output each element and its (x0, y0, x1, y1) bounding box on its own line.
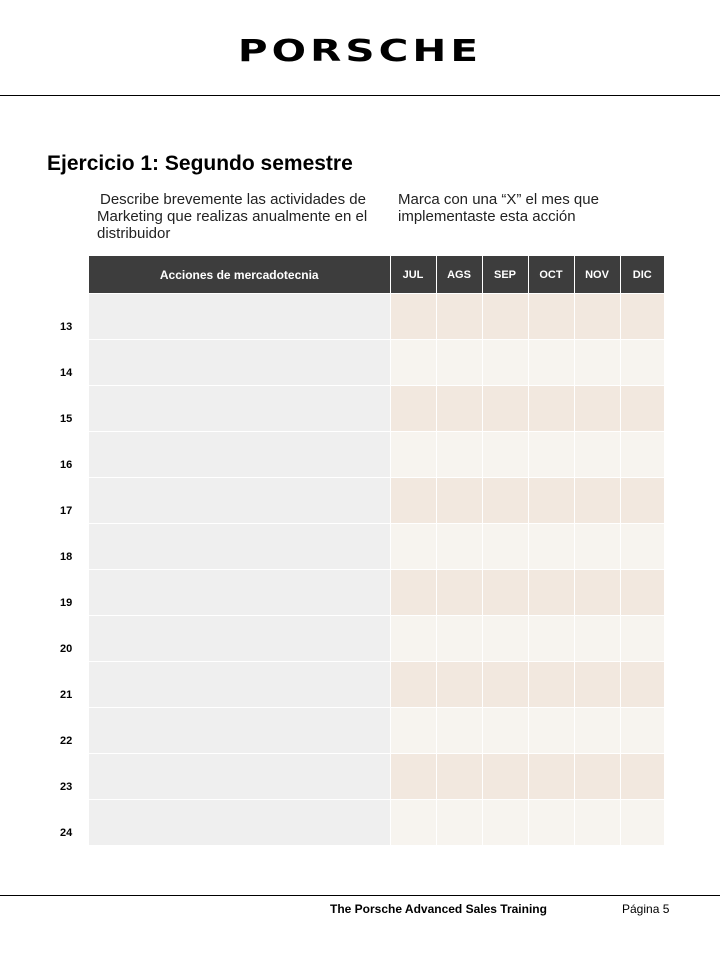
month-mark-cell-dic[interactable] (620, 386, 664, 432)
porsche-logo: PORSCHE (237, 34, 483, 69)
header-ags: AGS (436, 256, 482, 294)
row-number: 24 (60, 827, 73, 839)
header-sep: SEP (482, 256, 528, 294)
month-mark-cell-oct[interactable] (528, 570, 574, 616)
month-mark-cell-sep[interactable] (482, 754, 528, 800)
month-mark-cell-sep[interactable] (482, 708, 528, 754)
month-mark-cell-sep[interactable] (482, 340, 528, 386)
month-mark-cell-jul[interactable] (390, 616, 436, 662)
month-mark-cell-nov[interactable] (574, 754, 620, 800)
table-row (89, 340, 664, 386)
action-description-cell[interactable] (89, 708, 390, 754)
month-mark-cell-ags[interactable] (436, 570, 482, 616)
table-row (89, 616, 664, 662)
month-mark-cell-oct[interactable] (528, 386, 574, 432)
month-mark-cell-jul[interactable] (390, 432, 436, 478)
month-mark-cell-jul[interactable] (390, 570, 436, 616)
header-divider (0, 95, 720, 96)
row-number: 21 (60, 689, 73, 701)
month-mark-cell-jul[interactable] (390, 708, 436, 754)
month-mark-cell-sep[interactable] (482, 616, 528, 662)
month-mark-cell-sep[interactable] (482, 386, 528, 432)
month-mark-cell-nov[interactable] (574, 294, 620, 340)
month-mark-cell-dic[interactable] (620, 294, 664, 340)
month-mark-cell-dic[interactable] (620, 478, 664, 524)
table-row (89, 432, 664, 478)
header-dic: DIC (620, 256, 664, 294)
table-row (89, 800, 664, 846)
month-mark-cell-jul[interactable] (390, 662, 436, 708)
header-actions: Acciones de mercadotecnia (89, 256, 390, 294)
month-mark-cell-nov[interactable] (574, 340, 620, 386)
month-mark-cell-dic[interactable] (620, 570, 664, 616)
footer-divider (0, 895, 720, 896)
month-mark-cell-oct[interactable] (528, 662, 574, 708)
action-description-cell[interactable] (89, 616, 390, 662)
month-mark-cell-jul[interactable] (390, 800, 436, 846)
month-mark-cell-jul[interactable] (390, 386, 436, 432)
month-mark-cell-jul[interactable] (390, 340, 436, 386)
table-row (89, 478, 664, 524)
instruction-describe: Describe brevemente las actividades de Marketing que realizas anualmente en el distribuidor (97, 191, 368, 242)
month-mark-cell-ags[interactable] (436, 616, 482, 662)
month-mark-cell-oct[interactable] (528, 478, 574, 524)
month-mark-cell-nov[interactable] (574, 432, 620, 478)
row-number: 19 (60, 597, 73, 609)
month-mark-cell-ags[interactable] (436, 524, 482, 570)
action-description-cell[interactable] (89, 570, 390, 616)
month-mark-cell-nov[interactable] (574, 662, 620, 708)
table-row (89, 754, 664, 800)
month-mark-cell-ags[interactable] (436, 708, 482, 754)
month-mark-cell-dic[interactable] (620, 616, 664, 662)
header-nov: NOV (574, 256, 620, 294)
action-description-cell[interactable] (89, 662, 390, 708)
month-mark-cell-dic[interactable] (620, 524, 664, 570)
row-number: 14 (60, 367, 73, 379)
page-title: Ejercicio 1: Segundo semestre (47, 152, 353, 175)
month-mark-cell-nov[interactable] (574, 800, 620, 846)
month-mark-cell-dic[interactable] (620, 708, 664, 754)
action-description-cell[interactable] (89, 340, 390, 386)
table-row (89, 570, 664, 616)
action-description-cell[interactable] (89, 478, 390, 524)
month-mark-cell-oct[interactable] (528, 616, 574, 662)
month-mark-cell-nov[interactable] (574, 524, 620, 570)
month-mark-cell-sep[interactable] (482, 570, 528, 616)
month-mark-cell-sep[interactable] (482, 800, 528, 846)
month-mark-cell-oct[interactable] (528, 800, 574, 846)
header-oct: OCT (528, 256, 574, 294)
action-description-cell[interactable] (89, 294, 390, 340)
month-mark-cell-jul[interactable] (390, 478, 436, 524)
instruction-mark: Marca con una “X” el mes que implementaste esta acción (398, 191, 599, 225)
month-mark-cell-nov[interactable] (574, 616, 620, 662)
row-number: 20 (60, 643, 73, 655)
table-row (89, 524, 664, 570)
row-number: 15 (60, 413, 73, 425)
month-mark-cell-oct[interactable] (528, 340, 574, 386)
month-mark-cell-sep[interactable] (482, 294, 528, 340)
month-mark-cell-dic[interactable] (620, 340, 664, 386)
marketing-actions-table (89, 256, 665, 846)
month-mark-cell-nov[interactable] (574, 570, 620, 616)
month-mark-cell-ags[interactable] (436, 662, 482, 708)
month-mark-cell-sep[interactable] (482, 432, 528, 478)
row-number: 18 (60, 551, 73, 563)
month-mark-cell-nov[interactable] (574, 708, 620, 754)
month-mark-cell-sep[interactable] (482, 478, 528, 524)
table-row (89, 386, 664, 432)
action-description-cell[interactable] (89, 524, 390, 570)
month-mark-cell-ags[interactable] (436, 800, 482, 846)
table-row (89, 294, 664, 340)
month-mark-cell-oct[interactable] (528, 524, 574, 570)
month-mark-cell-ags[interactable] (436, 294, 482, 340)
month-mark-cell-ags[interactable] (436, 340, 482, 386)
action-description-cell[interactable] (89, 754, 390, 800)
footer-title: The Porsche Advanced Sales Training (330, 902, 547, 916)
month-mark-cell-jul[interactable] (390, 524, 436, 570)
table-row (89, 708, 664, 754)
month-mark-cell-oct[interactable] (528, 708, 574, 754)
table-header-row (89, 256, 664, 294)
month-mark-cell-jul[interactable] (390, 294, 436, 340)
row-number: 23 (60, 781, 73, 793)
month-mark-cell-ags[interactable] (436, 754, 482, 800)
month-mark-cell-oct[interactable] (528, 432, 574, 478)
month-mark-cell-dic[interactable] (620, 662, 664, 708)
month-mark-cell-oct[interactable] (528, 754, 574, 800)
month-mark-cell-jul[interactable] (390, 754, 436, 800)
row-number: 17 (60, 505, 73, 517)
month-mark-cell-sep[interactable] (482, 662, 528, 708)
month-mark-cell-nov[interactable] (574, 386, 620, 432)
month-mark-cell-dic[interactable] (620, 754, 664, 800)
month-mark-cell-dic[interactable] (620, 800, 664, 846)
month-mark-cell-ags[interactable] (436, 478, 482, 524)
month-mark-cell-oct[interactable] (528, 294, 574, 340)
action-description-cell[interactable] (89, 800, 390, 846)
action-description-cell[interactable] (89, 386, 390, 432)
month-mark-cell-sep[interactable] (482, 524, 528, 570)
month-mark-cell-ags[interactable] (436, 432, 482, 478)
month-mark-cell-dic[interactable] (620, 432, 664, 478)
table-row (89, 662, 664, 708)
header-jul: JUL (390, 256, 436, 294)
row-number: 16 (60, 459, 73, 471)
row-number: 13 (60, 321, 73, 333)
month-mark-cell-nov[interactable] (574, 478, 620, 524)
page-number: Página 5 (622, 902, 670, 916)
month-mark-cell-ags[interactable] (436, 386, 482, 432)
row-number: 22 (60, 735, 73, 747)
action-description-cell[interactable] (89, 432, 390, 478)
